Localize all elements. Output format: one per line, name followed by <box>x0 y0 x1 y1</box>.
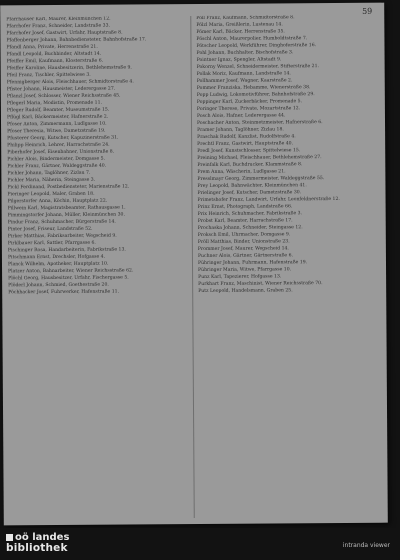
page-number: 59 <box>362 6 373 16</box>
directory-entry: Putz Leopold, Handelsmann, Graben 25. <box>198 288 293 294</box>
directory-entry: Pühringer Maria, Witwe, Pfarrgasse 10. <box>198 267 292 273</box>
directory-entry: Punz Karl, Tapezierer, Hofgasse 13. <box>198 274 282 280</box>
column-divider <box>190 16 195 518</box>
directory-entry: Purkhart Franz, Maschinist, Wiener Reichsstraße 70. <box>198 281 323 287</box>
directory-entry: Proksch Emil, Uhrmacher, Domgasse 9. <box>197 232 291 238</box>
directory-entry: Pflegerl Maria, Modistin, Promenade 11. <box>6 100 103 107</box>
directory-entry: Preining Michael, Fleischhauer, Bethlehemstraße 27. <box>197 155 322 161</box>
directory-entry: Plöchl Georg, Hausbesitzer, Urfahr, Fischergasse 5. <box>8 275 129 282</box>
right-column <box>196 15 378 520</box>
directory-entry: Poschacher Anton, Steinmetzmeister, Hafnerstraße 6. <box>197 120 323 126</box>
directory-entry: Pfoser Anton, Zimmermann, Ludlgasse 10. <box>7 121 107 128</box>
directory-entry: Planck Wilhelm, Apotheker, Hauptplatz 10. <box>7 261 109 268</box>
directory-entry: Plöderl Johann, Schmied, Goethestraße 20. <box>8 282 109 289</box>
directory-entry: Pichler Maria, Näherin, Steingasse 3. <box>7 177 96 184</box>
directory-entry: Pöchhacker Josef, Fuhrwerker, Hafenstraße 11. <box>8 289 120 296</box>
directory-entry: Pickl Ferdinand, Postbediensteter, Marienstraße 12. <box>7 184 130 191</box>
directory-entry: Poppinger Karl, Zuckerbäcker, Promenade 5. <box>196 99 303 105</box>
directory-entry: Pommer Franziska, Hebamme, Wienerstraße 38. <box>196 85 311 91</box>
directory-entry: Pichler Johann, Taglöhner, Zizlau 7. <box>7 170 91 177</box>
directory-entry: Pohl Johann, Buchhalter, Bischofstraße 3. <box>196 50 294 56</box>
directory-entry: Probst Karl, Beamter, Harrachstraße 17. <box>197 218 293 224</box>
directory-entry: Piberhofer Josef, Eisenbahner, Unionstraße 8. <box>7 149 115 156</box>
directory-entry: Pokorny Wenzel, Schneidermeister, Stifterstraße 21. <box>196 64 320 70</box>
directory-entry: Pramer Johann, Taglöhner, Zizlau 18. <box>197 127 284 133</box>
library-logo[interactable] <box>6 532 69 554</box>
scanned-page <box>0 3 388 526</box>
directory-entry: Pirker Matthias, Fabriksarbeiter, Wegscheid 9. <box>7 233 117 240</box>
directory-entry: Pindur Franz, Schuhmacher, Bürgerstraße 14. <box>7 219 116 226</box>
directory-entry: Pfoser Theresia, Witwe, Dametzstraße 19. <box>7 128 106 135</box>
directory-entry: Praschak Rudolf, Kanzlist, Rudolfstraße 4. <box>197 134 296 140</box>
directory-entry: Pfaffenberger Johann, Bahnbediensteter, Bahnhofstraße 17. <box>6 37 147 44</box>
directory-entry: Predl Josef, Kunstschlosser, Spittelwiese 15. <box>197 148 301 154</box>
directory-entry: Pischinger Rosa, Handarbeiterin, Fabrikstraße 13. <box>7 247 126 254</box>
directory-entry: Pilgerstorfer Anna, Köchin, Hauptplatz 22. <box>7 198 108 205</box>
directory-entry: Pfusterer Georg, Kutscher, Kapuzinerstraße 31. <box>7 135 119 142</box>
directory-entry: Preinfalk Karl, Buchdrucker, Klammstraße 8. <box>197 162 303 168</box>
logo-mark-icon <box>6 534 13 541</box>
directory-entry: Poringer Therese, Private, Mozartstraße 12. <box>196 106 301 112</box>
directory-entry: Pfeiffer Emil, Kaufmann, Klosterstraße 6. <box>6 58 104 65</box>
directory-entry: Pillwein Karl, Magistratsbeamter, Rathausgasse 1. <box>7 205 126 212</box>
directory-entry: Pinter Josef, Friseur, Landstraße 52. <box>7 226 93 233</box>
directory-entry: Pimmingstorfer Johann, Müller, Kleinmünchen 30. <box>7 212 125 219</box>
directory-entry: Platzer Anton, Bahnarbeiter, Wiener Reichsstraße 62. <box>8 268 134 275</box>
directory-entry: Pflügl Karl, Bäckermeister, Hafnerstraße 2. <box>6 114 109 121</box>
directory-entry: Prey Leopold, Bahnwächter, Kleinmünchen 41. <box>197 183 307 189</box>
directory-entry: Pfandl Leopold, Buchbinder, Altstadt 14. <box>6 51 102 58</box>
directory-entry: Philipp Heinrich, Lehrer, Harrachstraße 24. <box>7 142 110 149</box>
directory-entry: Pointner Ignaz, Spengler, Altstadt 9. <box>196 57 282 63</box>
viewer-brand-label[interactable]: intranda viewer <box>342 542 390 549</box>
directory-entry: Primetshofer Franz, Landwirt, Urfahr, Leonfeldnerstraße 12. <box>197 196 340 203</box>
directory-entry: Puchner Alois, Gärtner, Gärtnerstraße 6. <box>197 253 294 259</box>
directory-entry: Prechtl Franz, Gastwirt, Hauptstraße 40. <box>197 141 294 147</box>
directory-entry: Pfeiffer Karoline, Hausbesitzerin, Bethlehemstraße 9. <box>6 65 132 72</box>
directory-entry: Prielinger Josef, Kutscher, Dametzstraße 30. <box>197 190 302 196</box>
directory-entry: Pfennigberger Alois, Fleischhauer, Schmidtorstraße 4. <box>6 79 134 86</box>
directory-entry: Pfister Johann, Hausmeister, Lederergasse 27. <box>6 86 116 93</box>
directory-entry: Prinz Ernst, Photograph, Landstraße 66. <box>197 204 293 210</box>
directory-entry: Pöll Franz, Kaufmann, Schmidtorstraße 8. <box>196 15 295 21</box>
directory-entry: Pfandl Anna, Private, Herrenstraße 21. <box>6 44 98 51</box>
directory-entry: Pühringer Johann, Fuhrmann, Hafenstraße 19. <box>197 260 308 266</box>
directory-entry: Pölzl Maria, Greißlerin, Lustenau 14. <box>196 22 283 28</box>
directory-entry: Pfarrhofer Franz, Schneider, Landstraße 33. <box>6 23 110 30</box>
directory-entry: Prochaska Johann, Schneider, Steingasse 12. <box>197 225 303 231</box>
directory-entry: Posch Alois, Hafner, Lederergasse 44. <box>196 113 286 119</box>
directory-entry: Pömer Karl, Bäcker, Herrenstraße 35. <box>196 29 285 35</box>
logo-line-1: oö landes <box>15 532 70 543</box>
directory-entry: Pfarrhofer Josef, Gastwirt, Urfahr, Hauptstraße 8. <box>6 30 123 37</box>
left-column <box>6 16 188 521</box>
directory-entry: Pichler Franz, Gärtner, Waldeggstraße 40. <box>7 163 107 170</box>
directory-entry: Pflanzl Josef, Schlosser, Wiener Reichsstraße 45. <box>6 93 121 100</box>
logo-line-2: bibliothek <box>6 542 68 554</box>
directory-entry: Pötscher Leopold, Werkführer, Dinghoferstraße 16. <box>196 43 317 49</box>
directory-entry: Pöschl Anton, Maurerpolier, Humboldtstraße 7. <box>196 36 308 42</box>
directory-entry: Pichler Alois, Bindermeister, Domgasse 5. <box>7 156 106 163</box>
directory-entry: Pfarrhauser Karl, Maurer, Kleinmünchen 12. <box>6 16 111 23</box>
directory-entry: Prommer Josef, Maurer, Wegscheid 14. <box>197 246 289 252</box>
directory-entry: Pollhammer Josef, Wagner, Kaarstraße 2. <box>196 78 293 84</box>
directory-entry: Pfeil Franz, Tischler, Spittelwiese 3. <box>6 72 91 79</box>
directory-entry: Pirklbauer Karl, Sattler, Pfarrgasse 6. <box>7 240 96 247</box>
directory-entry: Prix Heinrich, Schuhmacher, Fabrikstraße 3. <box>197 211 303 217</box>
directory-entry: Pitschmann Ernst, Drechsler, Hofgasse 4. <box>7 254 106 261</box>
directory-entry: Popp Ludwig, Lokomotivführer, Bahnhofstraße 29. <box>196 92 315 98</box>
directory-entry: Pieringer Leopold, Maler, Graben 18. <box>7 191 95 198</box>
directory-entry: Pfleger Rudolf, Beamter, Museumstraße 15. <box>6 107 110 114</box>
directory-entry: Presslmayr Georg, Zimmermeister, Waldeggstraße 55. <box>197 176 325 182</box>
directory-entry: Prem Anna, Wäscherin, Ludlgasse 21. <box>197 169 286 175</box>
directory-entry: Pröll Matthias, Binder, Unionstraße 23. <box>197 239 290 245</box>
directory-entry: Pollak Moriz, Kaufmann, Landstraße 14. <box>196 71 291 77</box>
